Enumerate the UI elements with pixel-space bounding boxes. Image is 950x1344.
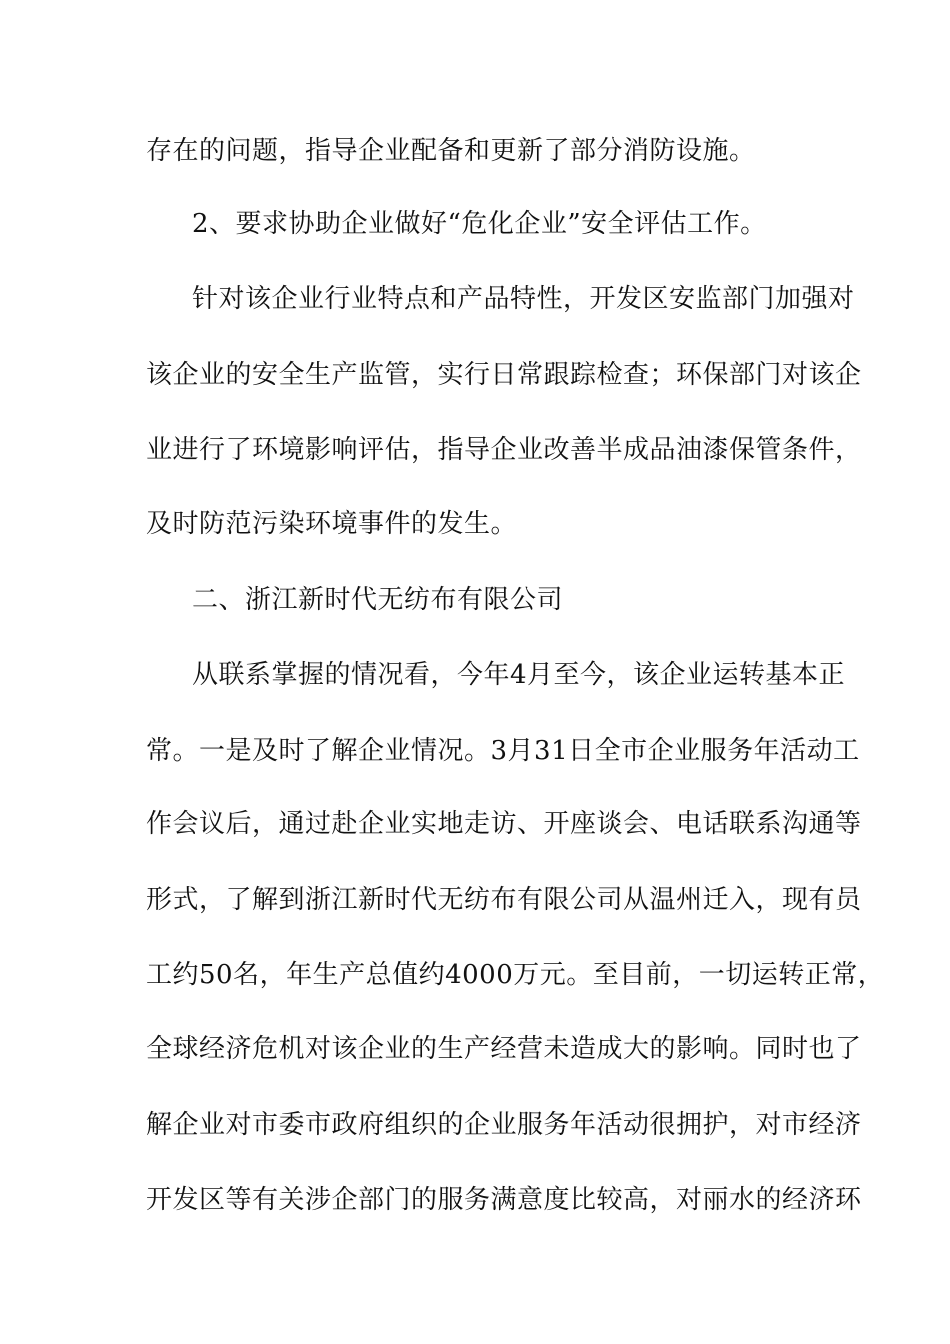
text-line-5: 业进行了环境影响评估，指导企业改善半成品油漆保管条件， bbox=[146, 435, 862, 465]
text-line-13: 全球经济危机对该企业的生产经营未造成大的影响。同时也了 bbox=[146, 1034, 862, 1064]
text-line-3: 针对该企业行业特点和产品特性，开发区安监部门加强对 bbox=[192, 284, 855, 314]
text-line-2: 2、要求协助企业做好“危化企业”安全评估工作。 bbox=[192, 209, 767, 239]
text-line-15: 开发区等有关涉企部门的服务满意度比较高，对丽水的经济环 bbox=[146, 1185, 862, 1215]
text-line-1: 存在的问题，指导企业配备和更新了部分消防设施。 bbox=[146, 136, 756, 166]
text-line-14: 解企业对市委市政府组织的企业服务年活动很拥护，对市经济 bbox=[146, 1110, 862, 1140]
text-line-9: 常。一是及时了解企业情况。3月31日全市企业服务年活动工 bbox=[146, 736, 860, 766]
text-line-12: 工约50名，年生产总值约4000万元。至目前，一切运转正常， bbox=[146, 960, 885, 990]
text-line-10: 作会议后，通过赴企业实地走访、开座谈会、电话联系沟通等 bbox=[146, 809, 862, 839]
text-line-6: 及时防范污染环境事件的发生。 bbox=[146, 509, 518, 539]
text-line-4: 该企业的安全生产监管，实行日常跟踪检查；环保部门对该企 bbox=[146, 360, 862, 390]
section-heading: 二、浙江新时代无纺布有限公司 bbox=[192, 585, 564, 615]
text-line-11: 形式，了解到浙江新时代无纺布有限公司从温州迁入，现有员 bbox=[146, 885, 862, 915]
text-line-8: 从联系掌握的情况看，今年4月至今，该企业运转基本正 bbox=[192, 660, 846, 690]
